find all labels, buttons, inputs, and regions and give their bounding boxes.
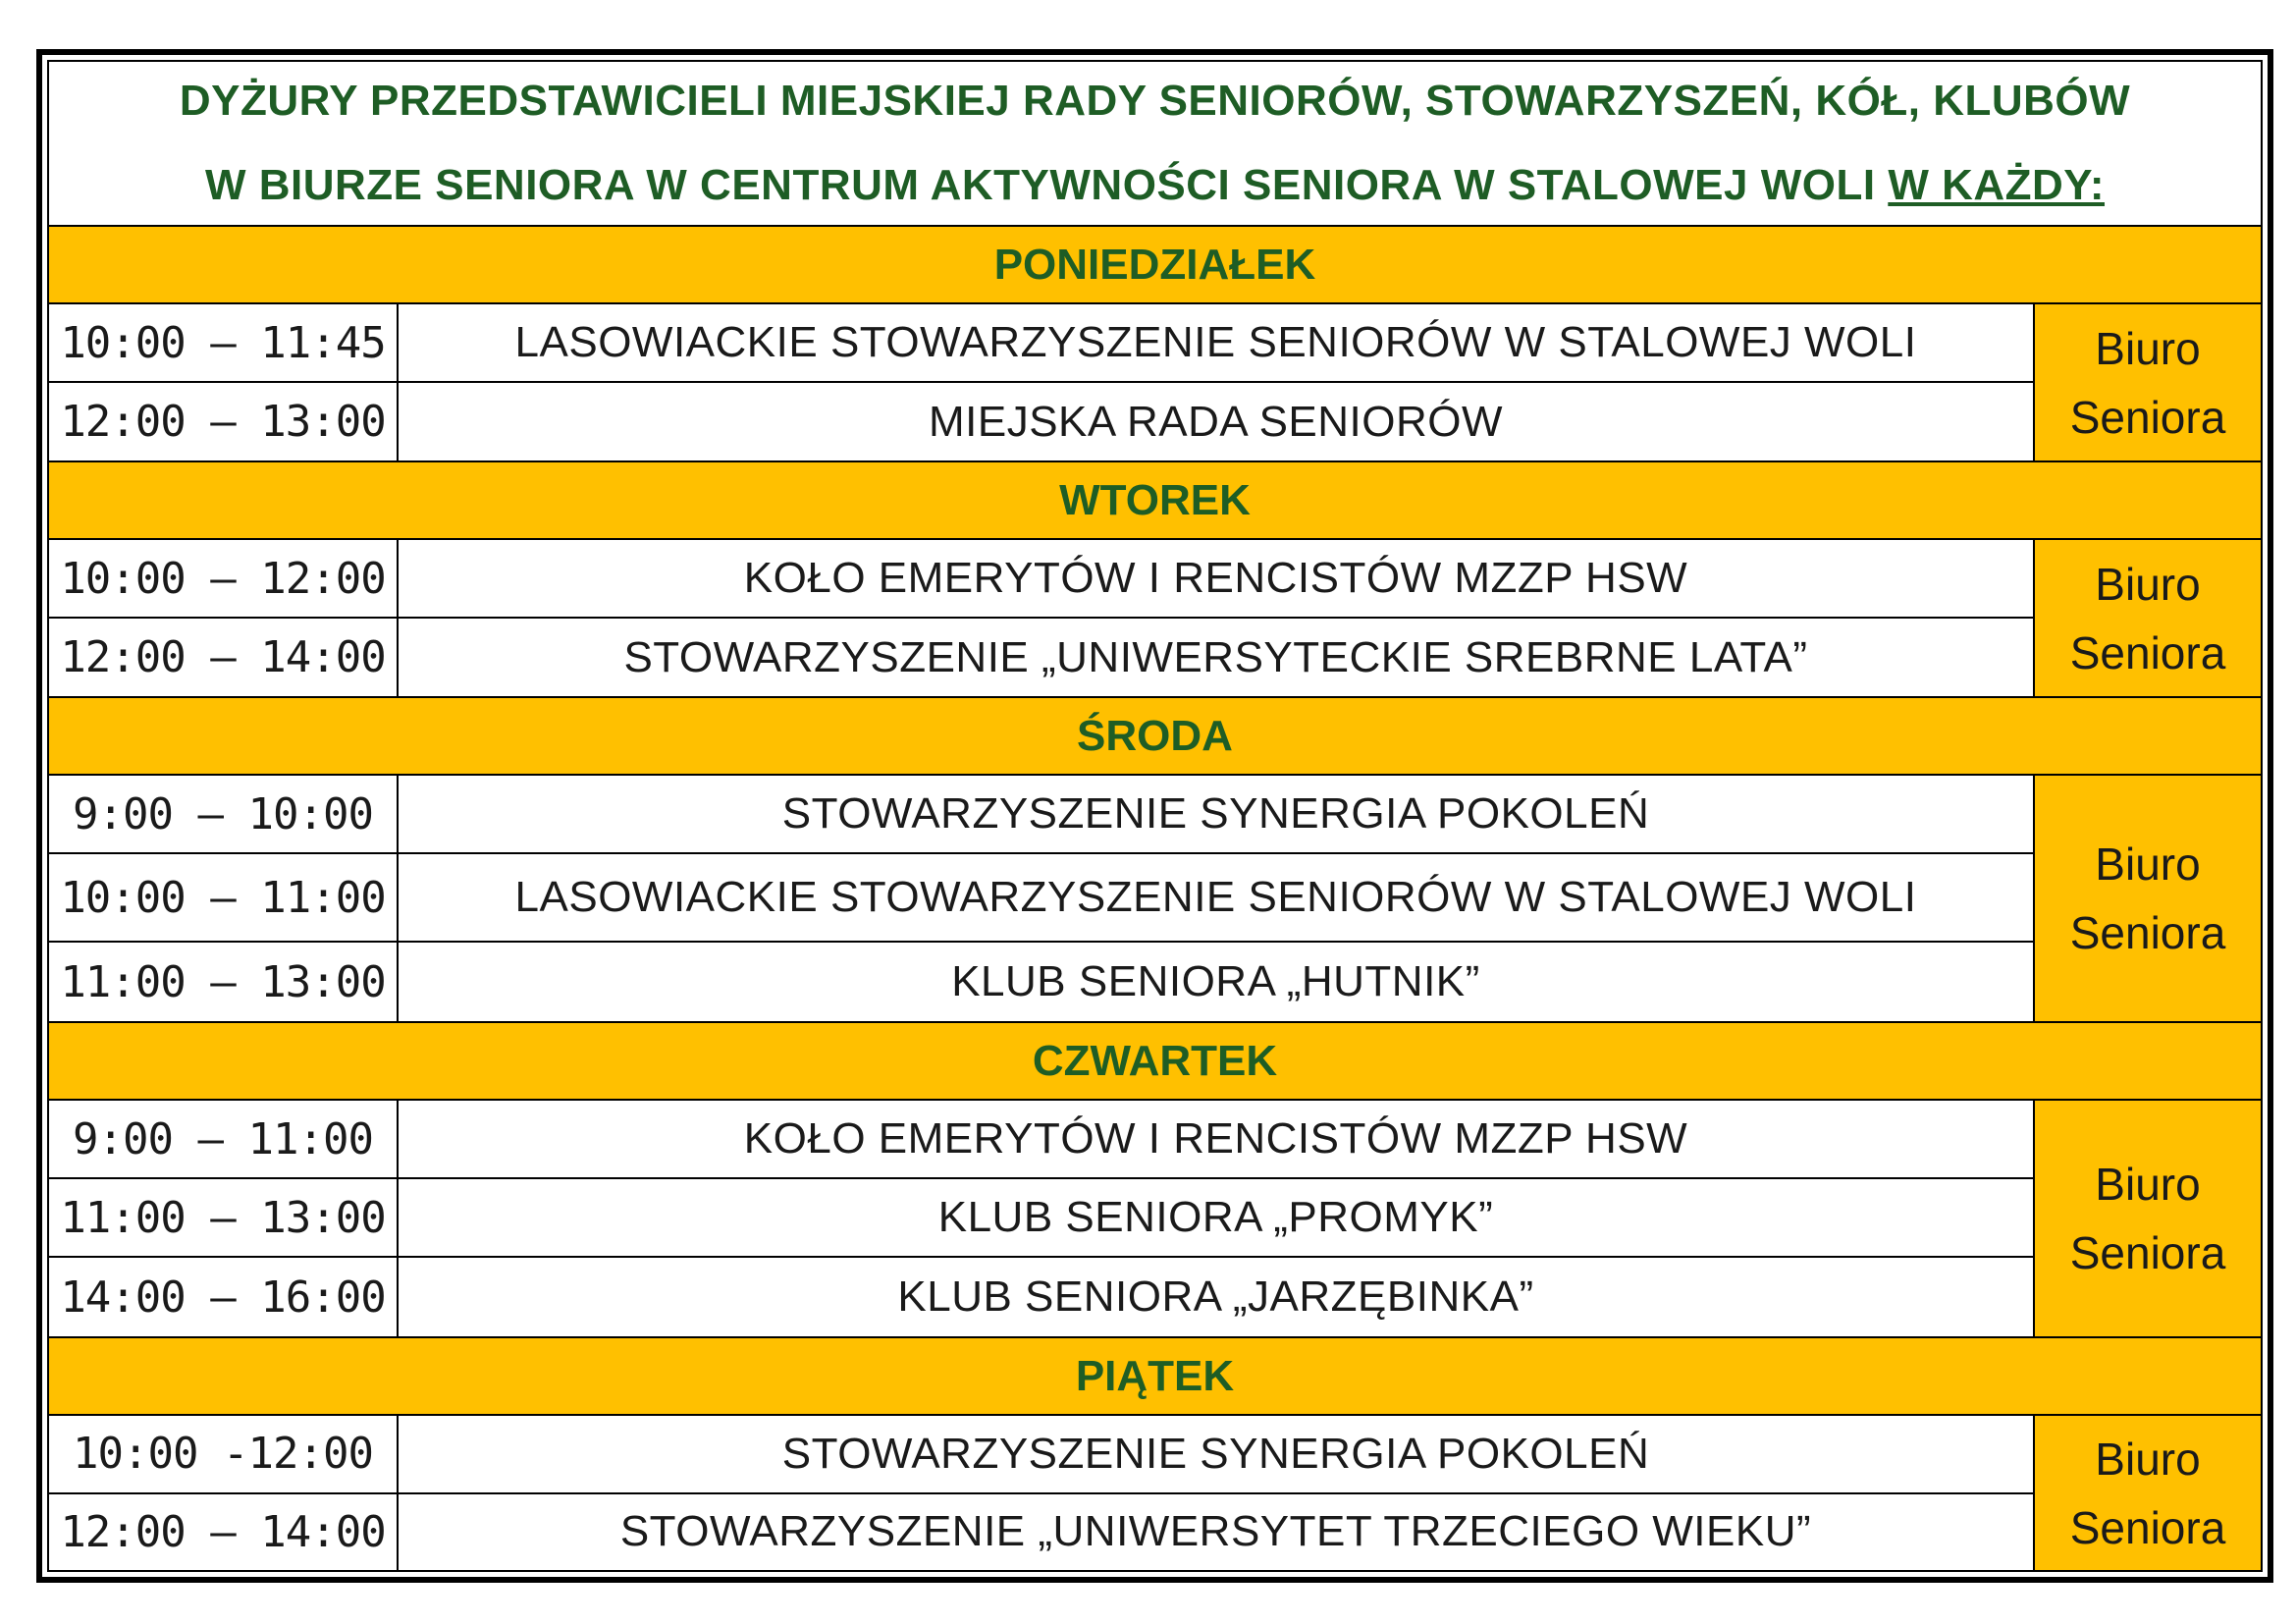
table-row [49,1101,2033,1179]
time-cell: 11:00 – 13:00 [49,943,399,1021]
organization-cell: LASOWIACKIE STOWARZYSZENIE SENIORÓW W STALOWEJ WOLI [514,318,1917,366]
document-title [49,62,2261,227]
time-cell: 9:00 – 10:00 [49,776,399,852]
place-line-2: Seniora [2069,391,2226,443]
time-cell: 10:00 – 12:00 [49,540,399,617]
time-cell: 10:00 -12:00 [49,1416,399,1492]
table-row [49,854,2033,943]
day-header-tuesday: WTOREK [49,462,2261,540]
place-cell [2033,1101,2261,1336]
day-block-monday [49,304,2261,462]
time-cell: 9:00 – 11:00 [49,1101,399,1177]
title-line-1: DYŻURY PRZEDSTAWICIELI MIEJSKIEJ RADY SENIORÓW, STOWARZYSZEŃ, KÓŁ, KLUBÓW [179,77,2131,125]
time-cell: 10:00 – 11:00 [49,854,399,941]
title-line-2-text: W BIURZE SENIORA W CENTRUM AKTYWNOŚCI SENIORA W STALOWEJ WOLI [204,161,1889,209]
place-line-2: Seniora [2069,907,2226,958]
title-line-2-underlined: W KAŻDY: [1888,161,2106,209]
table-row [49,1416,2033,1494]
day-header-friday: PIĄTEK [49,1338,2261,1416]
table-row [49,1258,2033,1336]
place-line-1: Biuro [2095,322,2201,374]
organization-cell: KOŁO EMERYTÓW I RENCISTÓW MZZP HSW [743,554,1688,602]
table-row [49,383,2033,460]
organization-cell: KLUB SENIORA „HUTNIK” [951,957,1480,1005]
place-cell [2033,776,2261,1021]
day-header-thursday: CZWARTEK [49,1023,2261,1101]
place-line-1: Biuro [2095,558,2201,610]
day-block-tuesday [49,540,2261,698]
table-row [49,540,2033,619]
place-line-2: Seniora [2069,1501,2226,1553]
organization-cell: KLUB SENIORA „PROMYK” [937,1193,1494,1241]
table-row [49,776,2033,854]
organization-cell: STOWARZYSZENIE „UNIWERSYTET TRZECIEGO WIEKU” [619,1507,1812,1556]
place-line-1: Biuro [2095,839,2201,890]
place-line-1: Biuro [2095,1159,2201,1210]
place-line-2: Seniora [2069,626,2226,678]
day-block-friday [49,1416,2261,1570]
schedule-table [47,60,2263,1572]
table-row [49,304,2033,383]
organization-cell: MIEJSKA RADA SENIORÓW [928,397,1504,446]
table-row [49,619,2033,696]
schedule-frame [36,49,2273,1583]
day-block-wednesday [49,776,2261,1023]
day-header-monday: PONIEDZIAŁEK [49,227,2261,304]
day-block-thursday [49,1101,2261,1338]
day-header-wednesday: ŚRODA [49,698,2261,776]
organization-cell: KOŁO EMERYTÓW I RENCISTÓW MZZP HSW [743,1114,1688,1163]
table-row [49,1494,2033,1571]
table-row [49,943,2033,1021]
title-line-2 [205,143,2105,228]
table-row [49,1179,2033,1258]
time-cell: 10:00 – 11:45 [49,304,399,381]
place-line-1: Biuro [2095,1433,2201,1485]
organization-cell: STOWARZYSZENIE „UNIWERSYTECKIE SREBRNE LATA” [623,632,1808,681]
time-cell: 11:00 – 13:00 [49,1179,399,1256]
place-cell [2033,1416,2261,1570]
place-line-2: Seniora [2069,1227,2226,1278]
time-cell: 12:00 – 14:00 [49,619,399,696]
place-cell [2033,540,2261,696]
organization-cell: KLUB SENIORA „JARZĘBINKA” [897,1272,1534,1321]
organization-cell: LASOWIACKIE STOWARZYSZENIE SENIORÓW W STALOWEJ WOLI [514,873,1917,921]
organization-cell: STOWARZYSZENIE SYNERGIA POKOLEŃ [781,789,1650,838]
time-cell: 12:00 – 13:00 [49,383,399,460]
organization-cell: STOWARZYSZENIE SYNERGIA POKOLEŃ [781,1429,1650,1478]
time-cell: 12:00 – 14:00 [49,1494,399,1571]
place-cell [2033,304,2261,460]
time-cell: 14:00 – 16:00 [49,1258,399,1336]
